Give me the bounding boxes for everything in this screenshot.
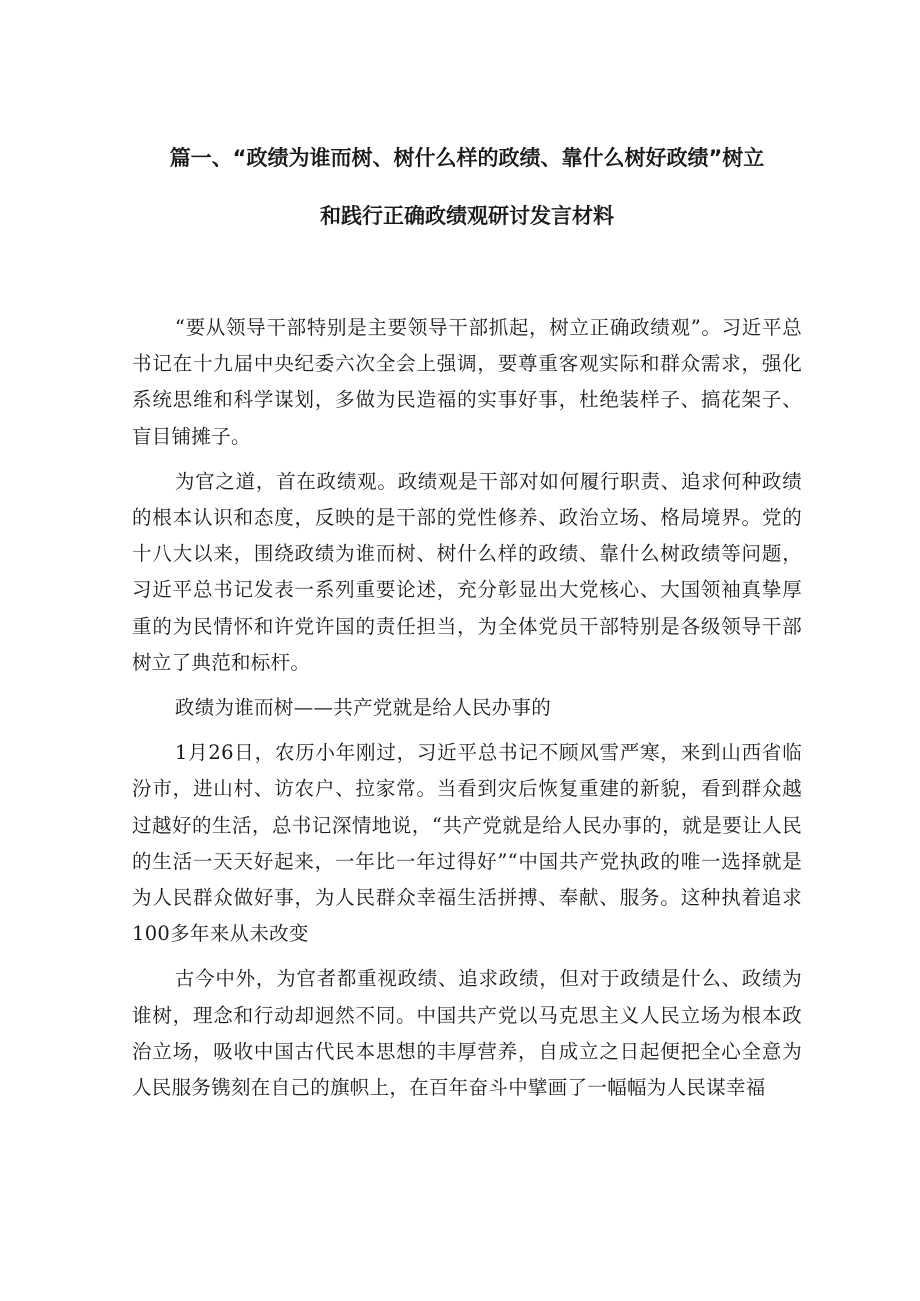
paragraph: “要从领导干部特别是主要领导干部抓起，树立正确政绩观”。习近平总书记在十九届中央纪委六次全会上强调，要尊重客观实际和群众需求，强化系统思维和科学谋划，多做为民造福的实事好事，杜绝装样子、搞花架子、盲目铺摊子。: [132, 316, 802, 448]
paragraph: 古今中外，为官者都重视政绩、追求政绩，但对于政绩是什么、政绩为谁树，理念和行动却迥然不同。中国共产党以马克思主义人民立场为根本政治立场，吸收中国古代民本思想的丰厚营养，自成立之日起便把全心全意为人民服务镌刻在自己的旗帜上，在百年奋斗中擘画了一幅幅为人民谋幸福: [132, 967, 802, 1100]
section-heading: 政绩为谁而树——共产党就是给人民办事的: [174, 696, 552, 720]
paragraph: 1月26日，农历小年刚过，习近平总书记不顾风雪严寒，来到山西省临汾市，进山村、访农户、拉家常。当看到灾后恢复重建的新貌，看到群众越过越好的生活，总书记深情地说，“共产党就是给人民办事的，就是要让人民的生活一天天好起来，一年比一年过得好”“中国共产党执政的唯一选择就是为人民群众做好事，为人民群众幸福生活拼搏、奉献、服务。这种执着追求100多年来从未改变: [132, 741, 802, 946]
paragraph: 为官之道，首在政绩观。政绩观是干部对如何履行职责、追求何种政绩的根本认识和态度，反映的是干部的党性修养、政治立场、格局境界。党的十八大以来，围绕政绩为谁而树、树什么样的政绩、靠什么树政绩等问题，习近平总书记发表一系列重要论述，充分彰显出大党核心、大国领袖真挚厚重的为民情怀和许党许国的责任担当，为全体党员干部特别是各级领导干部树立了典范和标杆。: [132, 469, 802, 674]
document-title-line-2: 和践行正确政绩观研讨发言材料: [320, 204, 614, 228]
document-body: [132, 310, 802, 1106]
document-title-line-1: 篇一、“政绩为谁而树、树什么样的政绩、靠什么树好政绩”树立: [169, 146, 765, 170]
